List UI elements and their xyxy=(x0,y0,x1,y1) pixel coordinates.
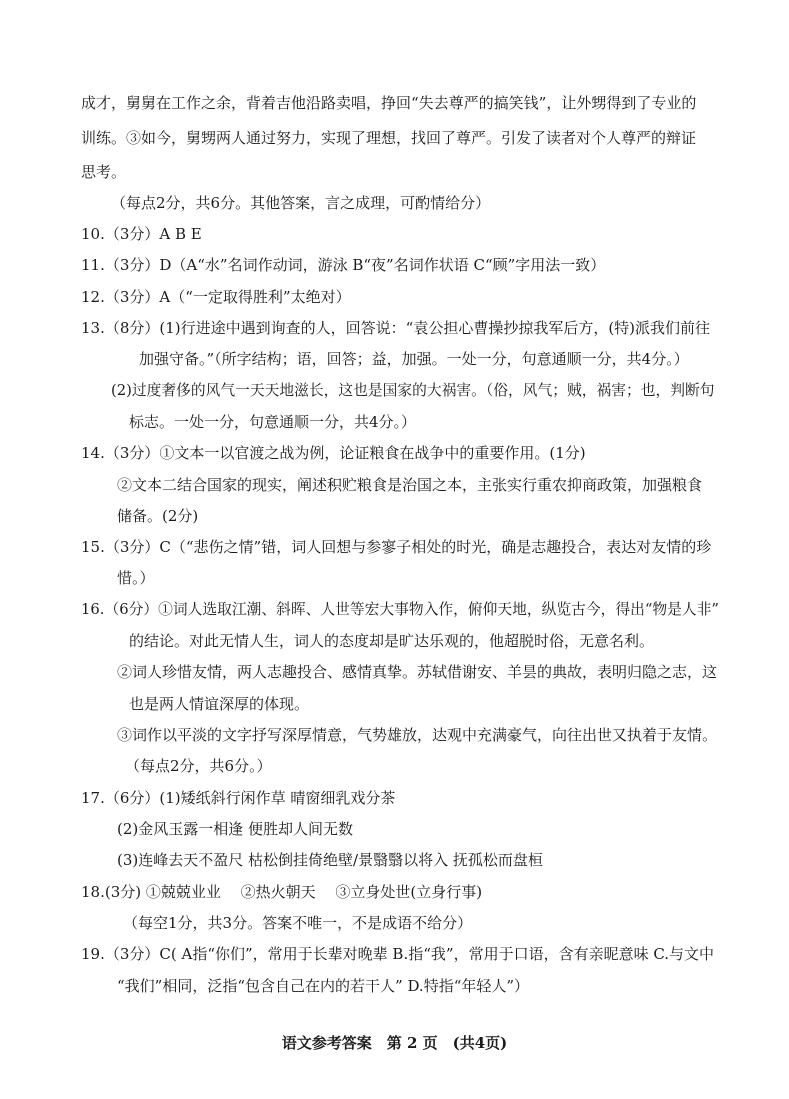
text-line-1: 成才，舅舅在工作之余，背着吉他沿路卖唱，挣回“失去尊严的搞笑钱”，让外甥得到了专业的 xyxy=(81,94,697,112)
answer-18-line-1: 18.(3分) ①兢兢业业 ②热火朝天 ③立身处世(立身行事) xyxy=(81,883,483,901)
page-footer: 语文参考答案 第 2 页 (共4页) xyxy=(281,1034,508,1052)
answer-13-line-3: (2)过度奢侈的风气一天天地滋长，这也是国家的大祸害。（俗，风气；贼，祸害；也，判断句 xyxy=(111,382,715,399)
answer-16-line-3: ②词人珍惜友情，两人志趣投合、感情真挚。苏轼借谢安、羊昙的典故，表明归隐之志，这 xyxy=(117,663,718,681)
answer-17-line-2: (2)金风玉露一相逢 便胜却人间无数 xyxy=(117,820,354,838)
answer-17-line-3: (3)连峰去天不盈尺 枯松倒挂倚绝壁/景翳翳以将入 抚孤松而盘桓 xyxy=(117,851,543,869)
answer-14-line-3: 储备。(2分) xyxy=(117,507,199,525)
answer-19-line-1: 19.（3分）C( A指“你们”，常用于长辈对晚辈 B.指“我”，常用于口语，含有亲昵意味 C.与文中 xyxy=(81,945,715,963)
answer-18-line-2: （每空1分，共3分。答案不唯一，不是成语不给分） xyxy=(123,914,473,932)
answer-13-line-4: 标志。一处一分，句意通顺一分，共4分。） xyxy=(129,413,417,431)
answer-16-line-2: 的结论。对此无情人生，词人的态度却是旷达乐观的，他超脱时俗，无意名利。 xyxy=(129,632,655,650)
answer-11: 11.（3分）D（A“水”名词作动词，游泳 B“夜”名词作状语 C“顾”字用法一致） xyxy=(81,256,606,274)
text-line-2: 训练。③如今，舅甥两人通过努力，实现了理想，找回了尊严。引发了读者对个人尊严的辩证 xyxy=(81,129,697,147)
answer-16-line-5: ③词作以平淡的文字抒写深厚情意，气势雄放，达观中充满豪气，向往出世又执着于友情。 xyxy=(117,726,718,744)
scoring-note: （每点2分，共6分。其他答案，言之成理，可酌情给分） xyxy=(111,194,491,212)
answer-13-line-2: 加强守备。”（所字结构；语，回答；益，加强。一处一分，句意通顺一分，共4分。） xyxy=(139,350,689,368)
answer-16-line-4: 也是两人情谊深厚的体现。 xyxy=(129,695,310,713)
answer-15-line-1: 15.（3分）C（“悲伤之情”错，词人回想与参寥子相处的时光，确是志趣投合，表达对友情的珍 xyxy=(81,538,712,556)
answer-17-line-1: 17.（6分）(1)矮纸斜行闲作草 晴窗细乳戏分茶 xyxy=(81,789,396,807)
answer-15-line-2: 惜。） xyxy=(117,569,155,587)
answer-14-line-2: ②文本二结合国家的现实，阐述积贮粮食是治国之本，主张实行重农抑商政策，加强粮食 xyxy=(117,476,703,494)
answer-14-line-1: 14.（3分）①文本一以官渡之战为例，论证粮食在战争中的重要作用。(1分) xyxy=(81,444,586,462)
answer-19-line-2: “我们”相同，泛指“包含自己在内的若干人” D.特指“年轻人”） xyxy=(117,977,530,995)
answer-13-line-1: 13.（8分）(1)行进途中遇到询查的人，回答说：“袁公担心曹操抄掠我军后方，(特)派我们前往 xyxy=(81,319,711,337)
text-line-3: 思考。 xyxy=(81,163,127,181)
answer-16-line-6: （每点2分，共6分。） xyxy=(125,757,272,775)
answer-12: 12.（3分）A（“一定取得胜利”太绝对） xyxy=(81,288,351,306)
answer-10: 10.（3分）A B E xyxy=(81,225,202,243)
answer-16-line-1: 16.（6分）①词人选取江潮、斜晖、人世等宏大事物入作，俯仰天地，纵览古今，得出“物是人非” xyxy=(81,601,719,618)
